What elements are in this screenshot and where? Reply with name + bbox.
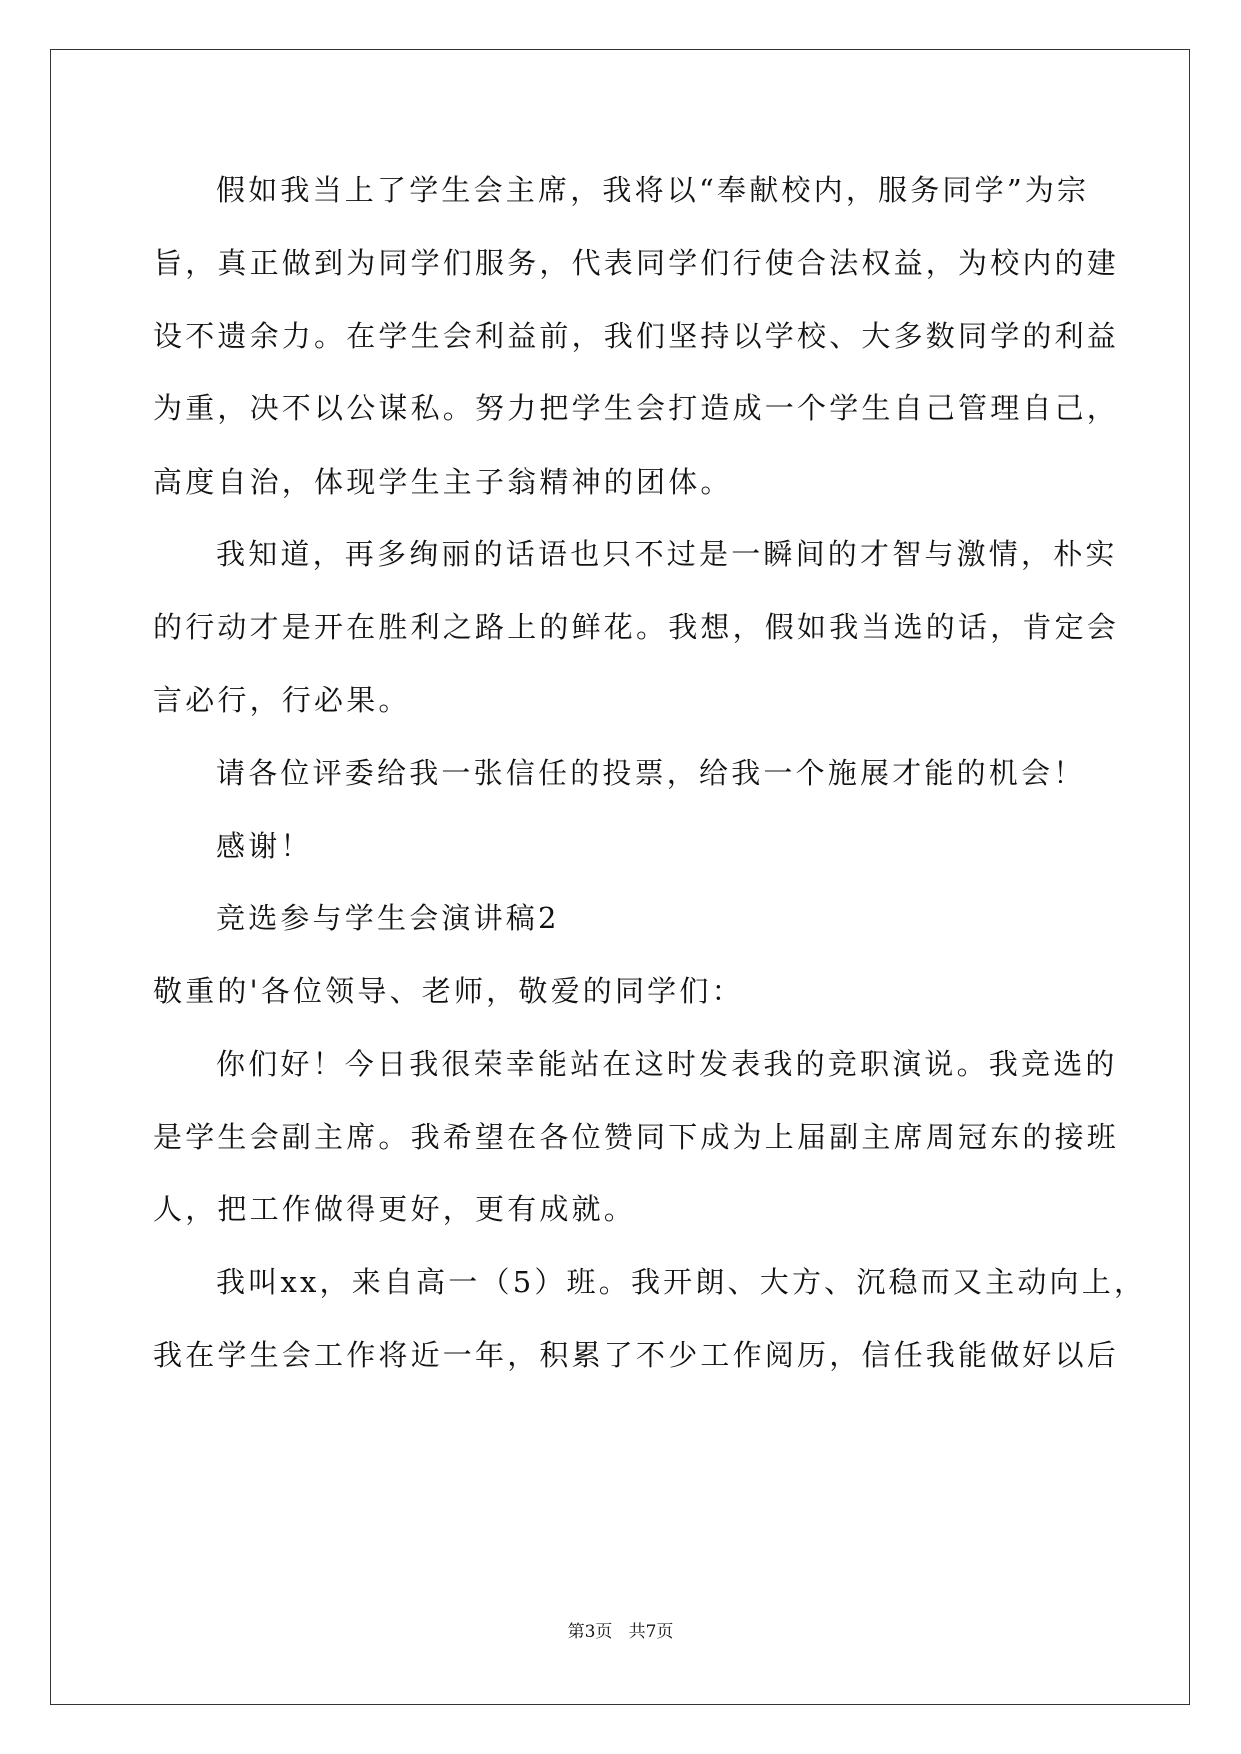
text-line: 假如我当上了学生会主席，我将以“奉献校内，服务同学”为宗 — [216, 173, 1090, 207]
text-line: 人，把工作做得更好，更有成就。 — [153, 1192, 637, 1226]
section-heading: 竞选参与学生会演讲稿2 — [216, 901, 560, 935]
text-line: 我在学生会工作将近一年，积累了不少工作阅历，信任我能做好以后 — [153, 1338, 1120, 1372]
text-line: 我知道，再多绚丽的话语也只不过是一瞬间的才智与激情，朴实 — [216, 537, 1118, 571]
text-line: 感谢！ — [216, 829, 313, 863]
text-line: 你们好！今日我很荣幸能站在这时发表我的竞职演说。我竞选的 — [216, 1047, 1118, 1081]
text-line: 言必行，行必果。 — [153, 683, 411, 717]
salutation: 敬重的'各位领导、老师，敬爱的同学们： — [153, 974, 744, 1008]
text-line: 设不遗余力。在学生会利益前，我们坚持以学校、大多数同学的利益 — [153, 319, 1120, 353]
text-line: 的行动才是开在胜利之路上的鲜花。我想，假如我当选的话，肯定会 — [153, 610, 1120, 644]
text-line: 旨，真正做到为同学们服务，代表同学们行使合法权益，为校内的建 — [153, 246, 1120, 280]
text-line: 为重，决不以公谋私。努力把学生会打造成一个学生自己管理自己， — [153, 391, 1120, 425]
text-line: 高度自治，体现学生主子翁精神的团体。 — [153, 465, 733, 499]
page-border — [50, 49, 1190, 1705]
text-line: 我叫xx，来自高一（5）班。我开朗、大方、沉稳而又主动向上， — [216, 1265, 1147, 1299]
page-number-footer: 第3页 共7页 — [567, 1622, 674, 1642]
text-line: 请各位评委给我一张信任的投票，给我一个施展才能的机会！ — [216, 756, 1086, 790]
text-line: 是学生会副主席。我希望在各位赞同下成为上届副主席周冠东的接班 — [153, 1120, 1120, 1154]
